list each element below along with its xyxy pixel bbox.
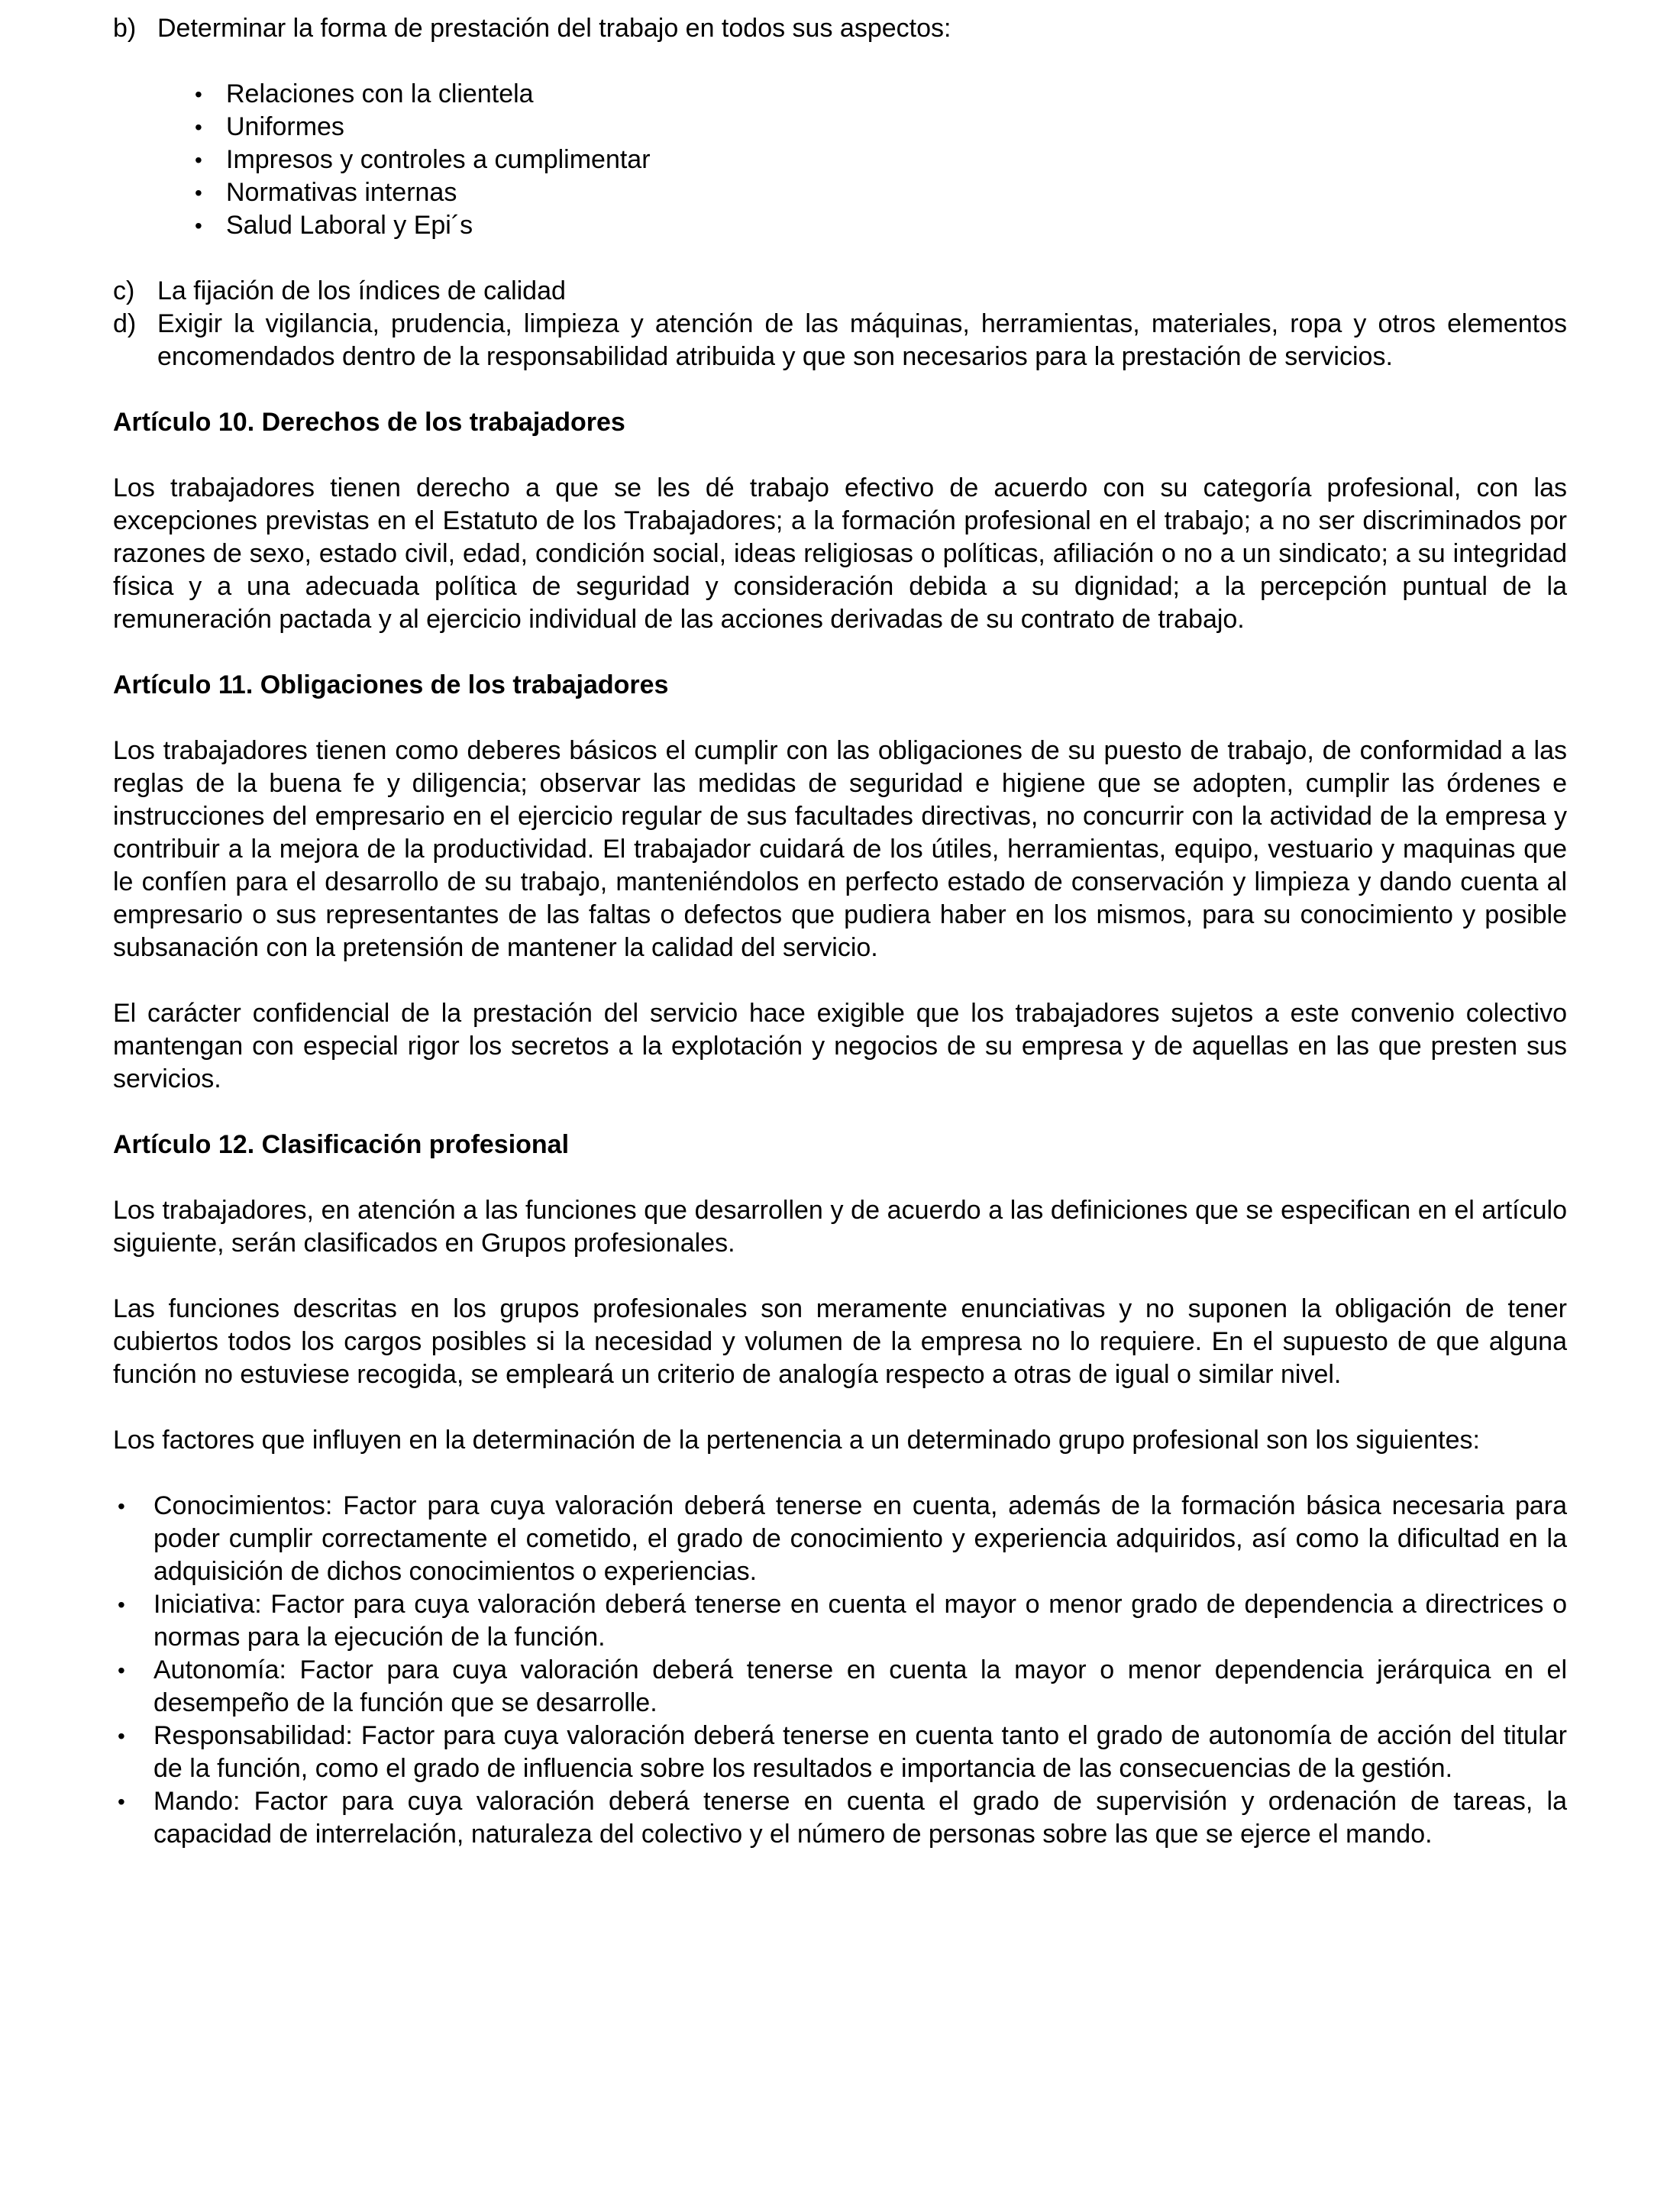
sub-bullet-text: Uniformes	[226, 112, 344, 141]
bullet-icon: •	[195, 115, 202, 139]
sub-bullet-text: Impresos y controles a cumplimentar	[226, 145, 651, 174]
article-12-paragraph-3: Los factores que influyen en la determinación de la pertenencia a un determinado grupo profesional son los siguientes:	[113, 1426, 1480, 1455]
factor-text: Conocimientos: Factor para cuya valoración deberá tenerse en cuenta, además de la formación básica necesaria para poder cumplir correctamente el cometido, el grado de conocimiento y experiencia adquiridos, así como la dificultad en la adquisición de dichos conocimientos o experiencias.	[153, 1491, 1567, 1586]
ordered-item-b	[113, 12, 1567, 45]
item-text-d: Exigir la vigilancia, prudencia, limpieza y atención de las máquinas, herramientas, materiales, ropa y otros elementos encomendados dentro de la responsabilidad atribuida y que son necesarios para la prestación de servicios.	[157, 309, 1567, 371]
item-marker-c: c)	[113, 276, 135, 305]
bullet-icon: •	[195, 82, 202, 106]
item-marker-d: d)	[113, 309, 137, 338]
factor-item-iniciativa	[113, 1588, 1567, 1654]
sub-bullet-item	[113, 144, 1567, 176]
factor-list	[113, 1490, 1567, 1851]
article-12-paragraph-2: Las funciones descritas en los grupos profesionales son meramente enunciativas y no suponen la obligación de tener cubiertos todos los cargos posibles si la necesidad y volumen de la empresa no lo requiere. En el supuesto de que alguna función no estuviese recogida, se empleará un criterio de analogía respecto a otras de igual o similar nivel.	[113, 1294, 1567, 1389]
item-marker-b: b)	[113, 14, 137, 43]
article-12-paragraph-1: Los trabajadores, en atención a las funciones que desarrollen y de acuerdo a las definiciones que se especifican en el artículo siguiente, serán clasificados en Grupos profesionales.	[113, 1196, 1567, 1258]
article-10-paragraph: Los trabajadores tienen derecho a que se les dé trabajo efectivo de acuerdo con su categoría profesional, con las excepciones previstas en el Estatuto de los Trabajadores; a la formación profesional en el trabajo; a no ser discriminados por razones de sexo, estado civil, edad, condición social, ideas religiosas o políticas, afiliación o no a un sindicato; a su integridad física y a una adecuada política de seguridad y consideración debida a su dignidad; a la percepción puntual de la remuneración pactada y al ejercicio individual de las acciones derivadas de su contrato de trabajo.	[113, 473, 1567, 634]
factor-item-conocimientos	[113, 1490, 1567, 1588]
bullet-icon: •	[195, 148, 202, 172]
factor-text: Iniciativa: Factor para cuya valoración deberá tenerse en cuenta el mayor o menor grado de dependencia a directrices o normas para la ejecución de la función.	[153, 1590, 1567, 1652]
bullet-icon: •	[195, 181, 202, 205]
factor-item-autonomia	[113, 1654, 1567, 1720]
sub-bullet-item	[113, 111, 1567, 144]
article-11-paragraph-1: Los trabajadores tienen como deberes básicos el cumplir con las obligaciones de su puesto de trabajo, de conformidad a las reglas de la buena fe y diligencia; observar las medidas de seguridad e higiene que se adopten, cumplir las órdenes e instrucciones del empresario en el ejercicio regular de sus facultades directivas, no concurrir con la actividad de la empresa y contribuir a la mejora de la productividad. El trabajador cuidará de los útiles, herramientas, equipo, vestuario y maquinas que le confíen para el desarrollo de su trabajo, manteniéndolos en perfecto estado de conservación y limpieza y dando cuenta al empresario o sus representantes de las faltas o defectos que pudiera haber en los mismos, para su conocimiento y posible subsanación con la pretensión de mantener la calidad del servicio.	[113, 736, 1567, 962]
bullet-icon: •	[118, 1593, 125, 1616]
article-12-title: Artículo 12. Clasificación profesional	[113, 1130, 570, 1159]
sub-bullet-text: Relaciones con la clientela	[226, 79, 534, 108]
bullet-icon: •	[118, 1658, 125, 1682]
factor-item-mando	[113, 1785, 1567, 1851]
factor-text: Mando: Factor para cuya valoración deberá tenerse en cuenta el grado de supervisión y ordenación de tareas, la capacidad de interrelación, naturaleza del colectivo y el número de personas sobre las que se ejerce el mando.	[153, 1787, 1567, 1849]
factor-text: Autonomía: Factor para cuya valoración deberá tenerse en cuenta la mayor o menor dependencia jerárquica en el desempeño de la función que se desarrolle.	[153, 1655, 1567, 1717]
ordered-item-d	[113, 308, 1567, 373]
sub-bullet-item	[113, 176, 1567, 209]
article-11-title: Artículo 11. Obligaciones de los trabajadores	[113, 670, 669, 699]
sub-bullet-text: Normativas internas	[226, 178, 457, 207]
item-text-c: La fijación de los índices de calidad	[157, 276, 566, 305]
bullet-icon: •	[118, 1724, 125, 1748]
article-10-title: Artículo 10. Derechos de los trabajadores	[113, 408, 625, 437]
sub-bullet-item	[113, 209, 1567, 242]
ordered-item-c	[113, 275, 1567, 308]
article-11-paragraph-2: El carácter confidencial de la prestación del servicio hace exigible que los trabajadores sujetos a este convenio colectivo mantengan con especial rigor los secretos a la explotación y negocios de su empresa y de aquellas en las que presten sus servicios.	[113, 999, 1567, 1093]
bullet-icon: •	[195, 214, 202, 237]
bullet-icon: •	[118, 1494, 125, 1518]
factor-text: Responsabilidad: Factor para cuya valoración deberá tenerse en cuenta tanto el grado de autonomía de acción del titular de la función, como el grado de influencia sobre los resultados e importancia de las consecuencias de la gestión.	[153, 1721, 1567, 1783]
sub-bullet-list	[113, 78, 1567, 242]
bullet-icon: •	[118, 1790, 125, 1814]
sub-bullet-item	[113, 78, 1567, 111]
factor-item-responsabilidad	[113, 1720, 1567, 1785]
item-text-b: Determinar la forma de prestación del trabajo en todos sus aspectos:	[157, 14, 951, 43]
sub-bullet-text: Salud Laboral y Epi´s	[226, 211, 473, 240]
